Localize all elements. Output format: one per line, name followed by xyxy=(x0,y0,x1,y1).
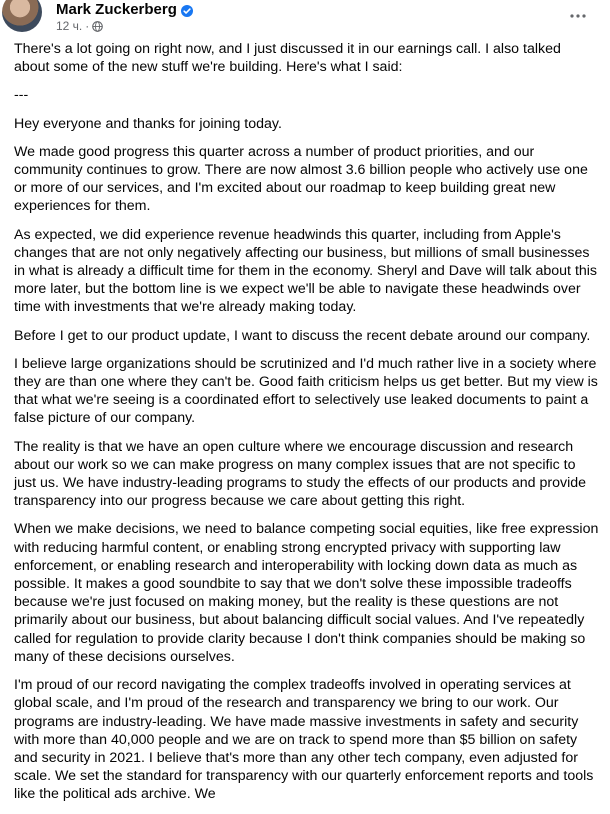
more-options-icon[interactable] xyxy=(568,6,588,26)
author-name[interactable]: Mark Zuckerberg xyxy=(56,1,177,18)
post-paragraph: The reality is that we have an open culture where we encourage discussion and research about our work so we can make progress on many complex issues that are not specific to just us. We have industry-leading programs to study the effects of our products and provide transparency into our progress because we care about getting this right. xyxy=(14,438,587,510)
author-row xyxy=(56,1,193,19)
post-paragraph: I believe large organizations should be scrutinized and I'd much rather live in a society where they are than one where they can't be. Good faith criticism helps us get better. But my view is that what we're seeing is a coordinated effort to selectively use leaked documents to paint a false picture of our company. xyxy=(14,355,598,427)
post-paragraph: When we make decisions, we need to balance competing social equities, like free expression with reducing harmful content, or enabling strong encrypted privacy with supporting law enforcement, or enabling research and interoperability with locking down data as much as possible. It makes a good soundbite to say that we don't solve these impossible tradeoffs because we're just focused on making money, but the reality is these questions are not primarily about our business, but about balancing difficult social values. And I've repeatedly called for regulation to provide clarity because I don't think companies should be making so many of these decisions ourselves. xyxy=(14,521,599,665)
post-paragraph: We made good progress this quarter across a number of product priorities, and our community continues to grow. There are now almost 3.6 billion people who actively use one or more of our services, and I'm excited about our roadmap to keep building great new experiences for them. xyxy=(14,143,588,215)
post-paragraph: Before I get to our product update, I want to discuss the recent debate around our company. xyxy=(14,327,591,344)
post-header xyxy=(0,0,610,40)
post-paragraph: As expected, we did experience revenue headwinds this quarter, including from Apple's changes that are not only negatively affecting our business, but millions of small businesses in what is already a difficult time for them in the economy. Sheryl and Dave will talk about this more later, but the bottom line is we expect we'll be able to navigate these headwinds over time with investments that we're already making today. xyxy=(14,226,598,316)
post-timestamp[interactable]: 12 ч. xyxy=(56,19,83,33)
post-paragraph: There's a lot going on right now, and I just discussed it in our earnings call. I also talked about some of the new stuff we're building. Here's what I said: xyxy=(14,41,561,76)
post-paragraph: --- xyxy=(14,87,29,104)
avatar[interactable] xyxy=(2,0,42,32)
post-paragraph: Hey everyone and thanks for joining today. xyxy=(14,115,282,132)
post-paragraph: I'm proud of our record navigating the complex tradeoffs involved in operating services at global scale, and I'm proud of the research and transparency we bring to our work. Our programs are industry-leading. We have made massive investments in safety and security with more than 40,000 people and we are on track to spend more than $5 billion on safety and security in 2021. I believe that's more than any other tech company, even adjusted for scale. We set the standard for transparency with our quarterly enforcement reports and tools like the political ads archive. We xyxy=(14,677,594,803)
meta-separator: · xyxy=(85,19,90,33)
globe-icon[interactable] xyxy=(92,21,103,32)
post-body xyxy=(14,40,600,814)
verified-badge-icon xyxy=(181,4,193,16)
post-meta xyxy=(56,19,103,33)
